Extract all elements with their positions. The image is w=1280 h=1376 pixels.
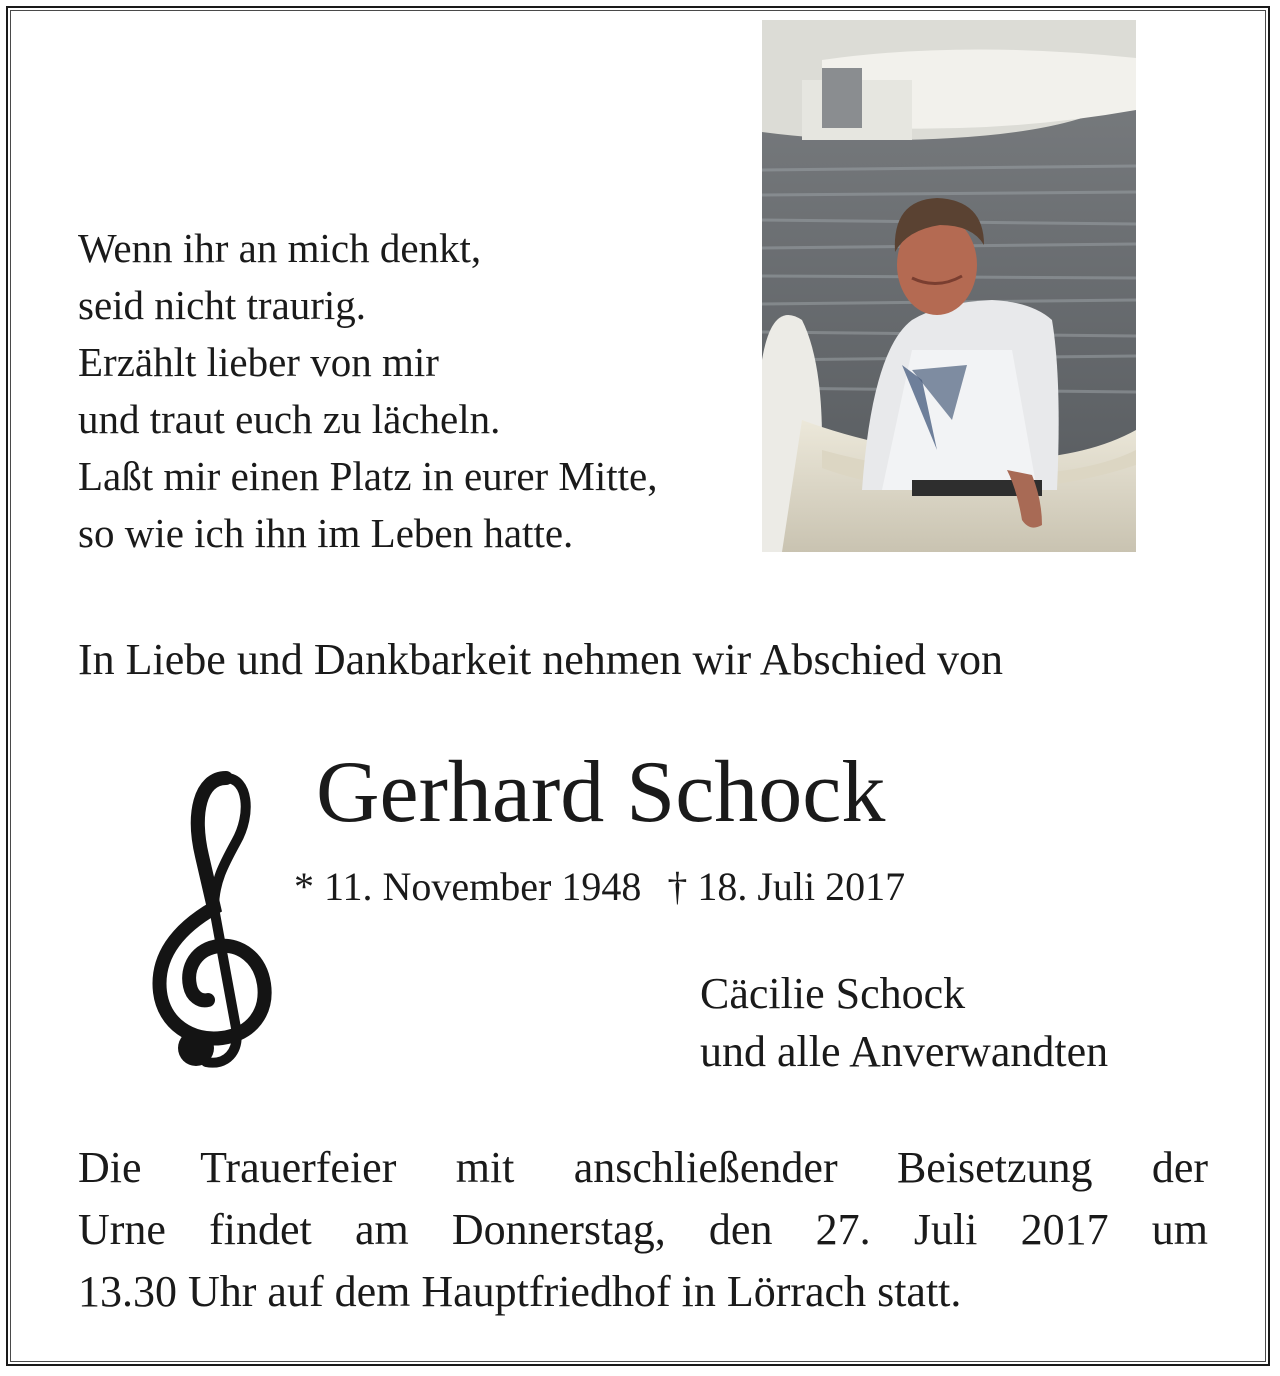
poem-line: seid nicht traurig.	[78, 282, 367, 328]
ceremony-line: 13.30 Uhr auf dem Hauptfriedhof in Lörrach statt.	[78, 1267, 962, 1316]
ceremony-info	[78, 1137, 1208, 1323]
ceremony-line: Urne findet am Donnerstag, den 27. Juli 2017 um	[78, 1205, 1208, 1254]
poem	[78, 220, 658, 562]
family-line: und alle Anverwandten	[700, 1027, 1109, 1076]
portrait-photo	[762, 20, 1136, 552]
birth-date: * 11. November 1948	[294, 864, 642, 909]
poem-line: Wenn ihr an mich denkt,	[78, 225, 482, 271]
family-line: Cäcilie Schock	[700, 969, 966, 1018]
life-dates	[294, 863, 905, 911]
deceased-name: Gerhard Schock	[316, 744, 886, 841]
poem-line: und traut euch zu lächeln.	[78, 396, 501, 442]
poem-line: Laßt mir einen Platz in eurer Mitte,	[78, 453, 658, 499]
ceremony-line: Die Trauerfeier mit anschließender Beisetzung der	[78, 1143, 1208, 1192]
poem-line: Erzählt lieber von mir	[78, 339, 439, 385]
family-signature	[700, 965, 1108, 1081]
intro-text: In Liebe und Dankbarkeit nehmen wir Abschied von	[78, 635, 1003, 684]
death-date: † 18. Juli 2017	[667, 864, 906, 909]
poem-line: so wie ich ihn im Leben hatte.	[78, 510, 574, 556]
treble-clef-icon	[130, 770, 290, 1070]
